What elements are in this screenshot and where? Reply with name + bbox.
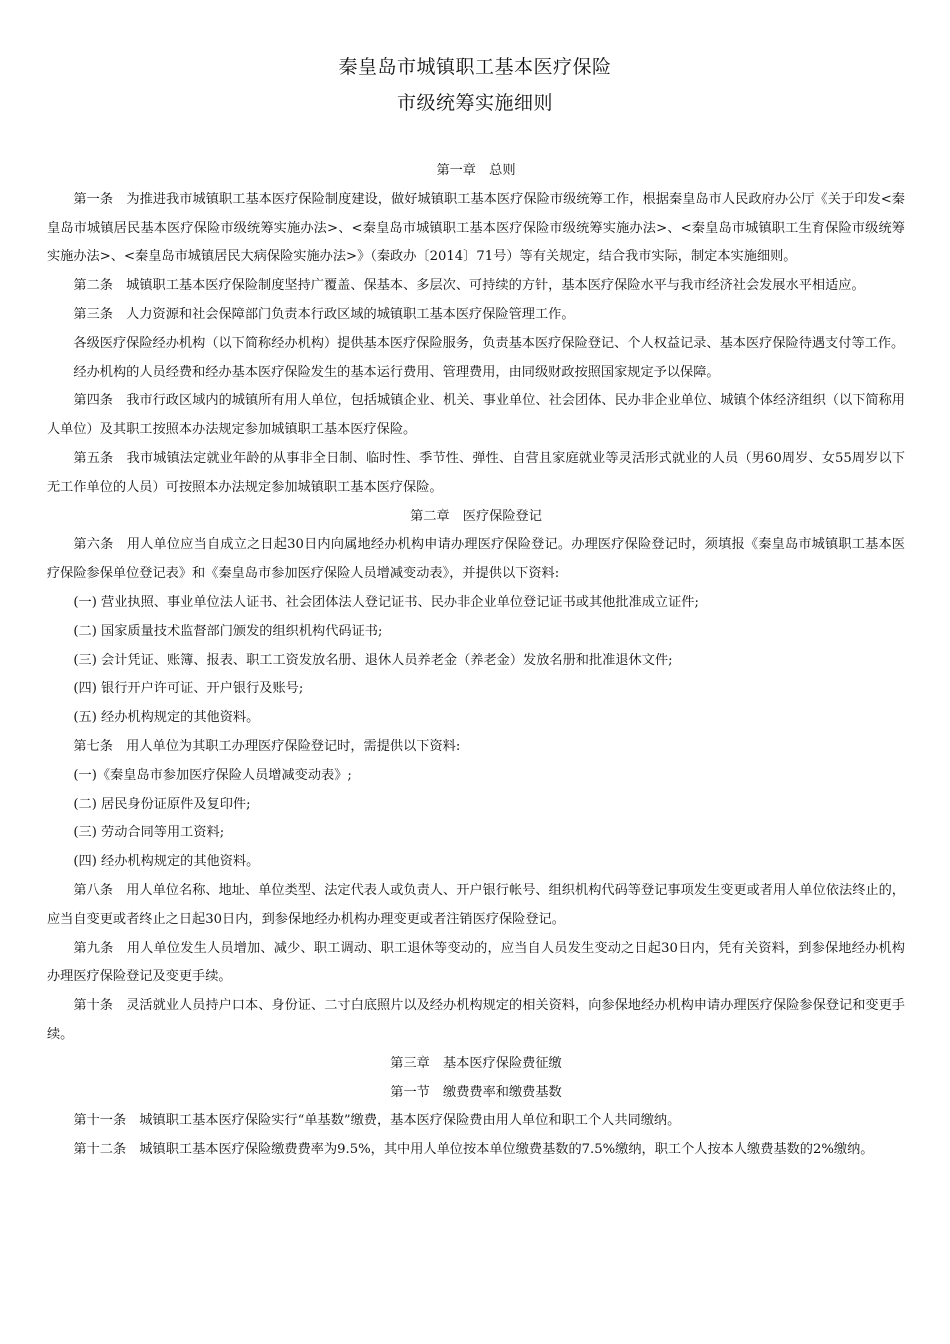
chapter-heading-2: 第二章 医疗保险登记 — [410, 508, 542, 524]
document-body — [47, 157, 905, 1165]
article-1: 第一条 为推进我市城镇职工基本医疗保险制度建设，做好城镇职工基本医疗保险市级统筹工作，根据秦皇岛市人民政府办公厅《关于印发<秦皇岛市城镇居民基本医疗保险市级统筹实施办法>、<秦皇岛市城镇职工基本医疗保险市级统筹实施办法>、<秦皇岛市城镇职工生育保险市级统筹实施办法>、<秦皇岛市城镇居民大病保险实施办法>》（秦政办〔2014〕71号）等有关规定，结合我市实际，制定本实施细则。 — [47, 191, 905, 265]
chapter-heading-1: 第一章 总则 — [436, 163, 516, 178]
article-9: 第九条 用人单位发生人员增加、减少、职工调动、职工退休等变动的，应当自人员发生变动之日起30日内，凭有关资料，到参保地经办机构办理医疗保险登记及变更手续。 — [47, 940, 905, 985]
chapter-heading-3: 第三章 基本医疗保险费征缴 — [390, 1055, 562, 1071]
document-subtitle: 市级统筹实施细则 — [396, 92, 553, 114]
article-2: 第二条 城镇职工基本医疗保险制度坚持广覆盖、保基本、多层次、可持续的方针，基本医疗保险水平与我市经济社会发展水平相适应。 — [73, 278, 865, 294]
article-3-paragraph-3: 经办机构的人员经费和经办基本医疗保险发生的基本运行费用、管理费用，由同级财政按照国家规定予以保障。 — [73, 364, 720, 380]
article-8: 第八条 用人单位名称、地址、单位类型、法定代表人或负责人、开户银行帐号、组织机构代码等登记事项发生变更或者用人单位依法终止的，应当自变更或者终止之日起30日内，到参保地经办机构办理变更或者注销医疗保险登记。 — [47, 882, 905, 927]
document-title: 秦皇岛市城镇职工基本医疗保险 — [338, 56, 612, 78]
article-6-item: (四) 银行开户许可证、开户银行及账号; — [73, 681, 304, 697]
article-6-item: (一) 营业执照、事业单位法人证书、社会团体法人登记证书、民办非企业单位登记证书或其他批准成立证件; — [73, 594, 699, 610]
article-6-item: (三) 会计凭证、账簿、报表、职工工资发放名册、退休人员养老金（养老金）发放名册和批准退休文件; — [73, 652, 673, 668]
article-7: 第七条 用人单位为其职工办理医疗保险登记时，需提供以下资料: — [73, 738, 461, 754]
article-3: 第三条 人力资源和社会保障部门负责本行政区域的城镇职工基本医疗保险管理工作。 — [73, 306, 575, 322]
article-6-item: (五) 经办机构规定的其他资料。 — [73, 710, 260, 726]
article-5: 第五条 我市城镇法定就业年龄的从事非全日制、临时性、季节性、弹性、自营且家庭就业等灵活形式就业的人员（男60周岁、女55周岁以下无工作单位的人员）可按照本办法规定参加城镇职工基本医疗保险。 — [47, 450, 905, 495]
article-6-item: (二) 国家质量技术监督部门颁发的组织机构代码证书; — [73, 623, 383, 639]
article-7-item: (一)《秦皇岛市参加医疗保险人员增减变动表》; — [73, 767, 352, 783]
article-12: 第十二条 城镇职工基本医疗保险缴费费率为9.5%，其中用人单位按本单位缴费基数的7.5%缴纳，职工个人按本人缴费基数的2%缴纳。 — [73, 1142, 874, 1158]
article-11: 第十一条 城镇职工基本医疗保险实行“单基数”缴费，基本医疗保险费由用人单位和职工个人共同缴纳。 — [73, 1113, 681, 1129]
article-3-paragraph-2: 各级医疗保险经办机构（以下简称经办机构）提供基本医疗保险服务，负责基本医疗保险登记、个人权益记录、基本医疗保险待遇支付等工作。 — [73, 335, 905, 351]
article-7-item: (二) 居民身份证原件及复印件; — [73, 796, 251, 812]
article-7-item: (四) 经办机构规定的其他资料。 — [73, 854, 260, 870]
article-10: 第十条 灵活就业人员持户口本、身份证、二寸白底照片以及经办机构规定的相关资料，向参保地经办机构申请办理医疗保险参保登记和变更手续。 — [47, 998, 905, 1042]
article-4: 第四条 我市行政区域内的城镇所有用人单位，包括城镇企业、机关、事业单位、社会团体、民办非企业单位、城镇个体经济组织（以下简称用人单位）及其职工按照本办法规定参加城镇职工基本医疗保险。 — [47, 393, 905, 438]
section-heading-1: 第一节 缴费费率和缴费基数 — [390, 1084, 562, 1100]
article-6: 第六条 用人单位应当自成立之日起30日内向属地经办机构申请办理医疗保险登记。办理医疗保险登记时，须填报《秦皇岛市城镇职工基本医疗保险参保单位登记表》和《秦皇岛市参加医疗保险人员增减变动表》，并提供以下资料: — [47, 537, 905, 582]
article-7-item: (三) 劳动合同等用工资料; — [73, 825, 225, 841]
